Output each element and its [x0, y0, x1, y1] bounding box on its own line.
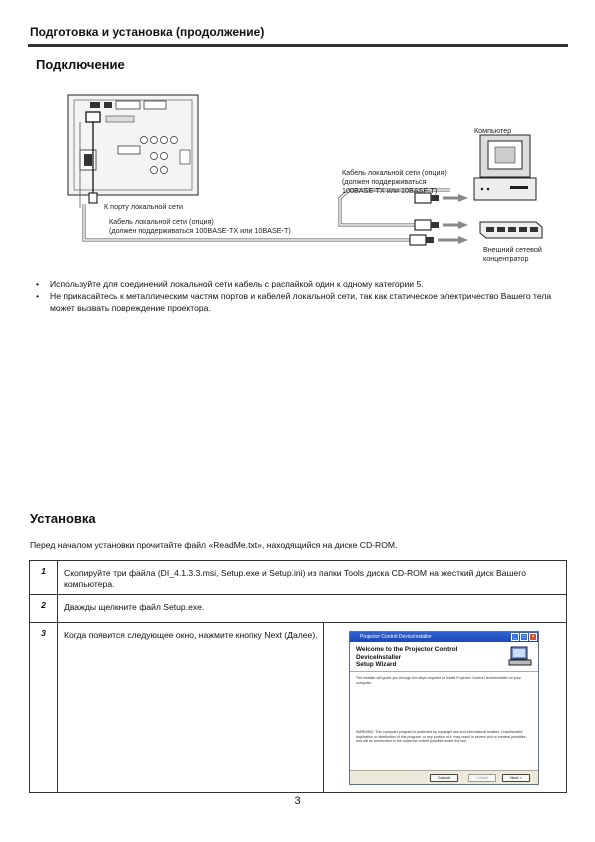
installer-window-title: Projector Control DeviceInstaller [360, 634, 432, 640]
installer-header [350, 642, 538, 672]
back-button[interactable]: < Back [468, 774, 496, 782]
cable-left-label-2: (должен поддерживаться 100BASE-TX или 10BASE-T) [109, 226, 291, 235]
installer-computer-icon [508, 645, 532, 667]
cable-right-label-1: Кабель локальной сети (опция) [342, 168, 447, 177]
connection-title: Подключение [36, 57, 125, 72]
page-number: 3 [294, 795, 301, 807]
installer-body [350, 672, 538, 772]
note-item: • Используйте для соединений локальной сети кабель с распайкой один к одному категории 5. [36, 278, 556, 290]
step-text: Дважды щелкните файл Setup.exe. [58, 595, 567, 623]
hub-label-1: Внешний сетевой [483, 245, 542, 254]
installer-warning-text: WARNING: This computer program is protected by copyright law and international treaties. Unauthorized duplication or distribution of this program, or any portion of it, may result in severe civil or criminal penalties, and will be prosecuted to the maximum extent possible under the law. [356, 730, 527, 744]
install-title: Установка [30, 511, 96, 526]
install-intro: Перед началом установки прочитайте файл «ReadMe.txt», находящийся на диске CD-ROM. [30, 540, 398, 550]
installer-window [349, 631, 539, 785]
lan-port-label: К порту локальной сети [104, 202, 184, 211]
header-rule [28, 44, 568, 47]
connection-diagram [60, 90, 560, 270]
step-number: 2 [30, 595, 58, 623]
maximize-button[interactable]: □ [520, 633, 528, 641]
installer-body-text: The installer will guide you through the steps required to install Projector Control DeviceInstaller on your computer. [356, 676, 521, 685]
installer-heading-line-2: Setup Wizard [356, 661, 397, 668]
network-hub-illustration [480, 222, 542, 238]
close-button[interactable]: × [529, 633, 537, 641]
computer-label: Компьютер [474, 126, 512, 135]
minimize-button[interactable]: _ [511, 633, 519, 641]
installer-footer [350, 770, 538, 784]
note-item: • Не прикасайтесь к металлическим частям портов и кабелей локальной сети, так как статическое электричество Вашего тела может вызвать повреждение проектора. [36, 290, 556, 314]
projector-panel-illustration [68, 95, 198, 195]
cable-left-label-1: Кабель локальной сети (опция) [109, 217, 214, 226]
step3-divider [323, 622, 324, 792]
cable-right-label-2: (должен поддерживаться [342, 177, 427, 186]
rj45-connector-illustration [410, 193, 439, 245]
connection-notes [36, 278, 556, 314]
installer-heading-line-1: Welcome to the Projector Control DeviceInstaller [356, 646, 458, 661]
step-row [30, 561, 567, 595]
header-title: Подготовка и установка (продолжение) [30, 25, 265, 39]
cable-right-label-3: 100BASE-TX или 10BASE-T) [342, 186, 438, 195]
step-text: Скопируйте три файла (DI_4.1.3.3.msi, Setup.exe и Setup.ini) из папки Tools диска CD-ROM на жесткий диск Вашего компьютера. [58, 561, 567, 595]
next-button[interactable]: Next > [502, 774, 530, 782]
step-number: 3 [30, 623, 58, 793]
cancel-button[interactable]: Cancel [430, 774, 458, 782]
installer-heading [356, 646, 486, 669]
computer-illustration [474, 135, 536, 200]
step-row [30, 595, 567, 623]
step-text: Когда появится следующее окно, нажмите кнопку Next (Далее). [64, 630, 318, 640]
hub-label-2: концентратор [483, 254, 529, 263]
installer-titlebar [350, 632, 538, 642]
step-number: 1 [30, 561, 58, 595]
